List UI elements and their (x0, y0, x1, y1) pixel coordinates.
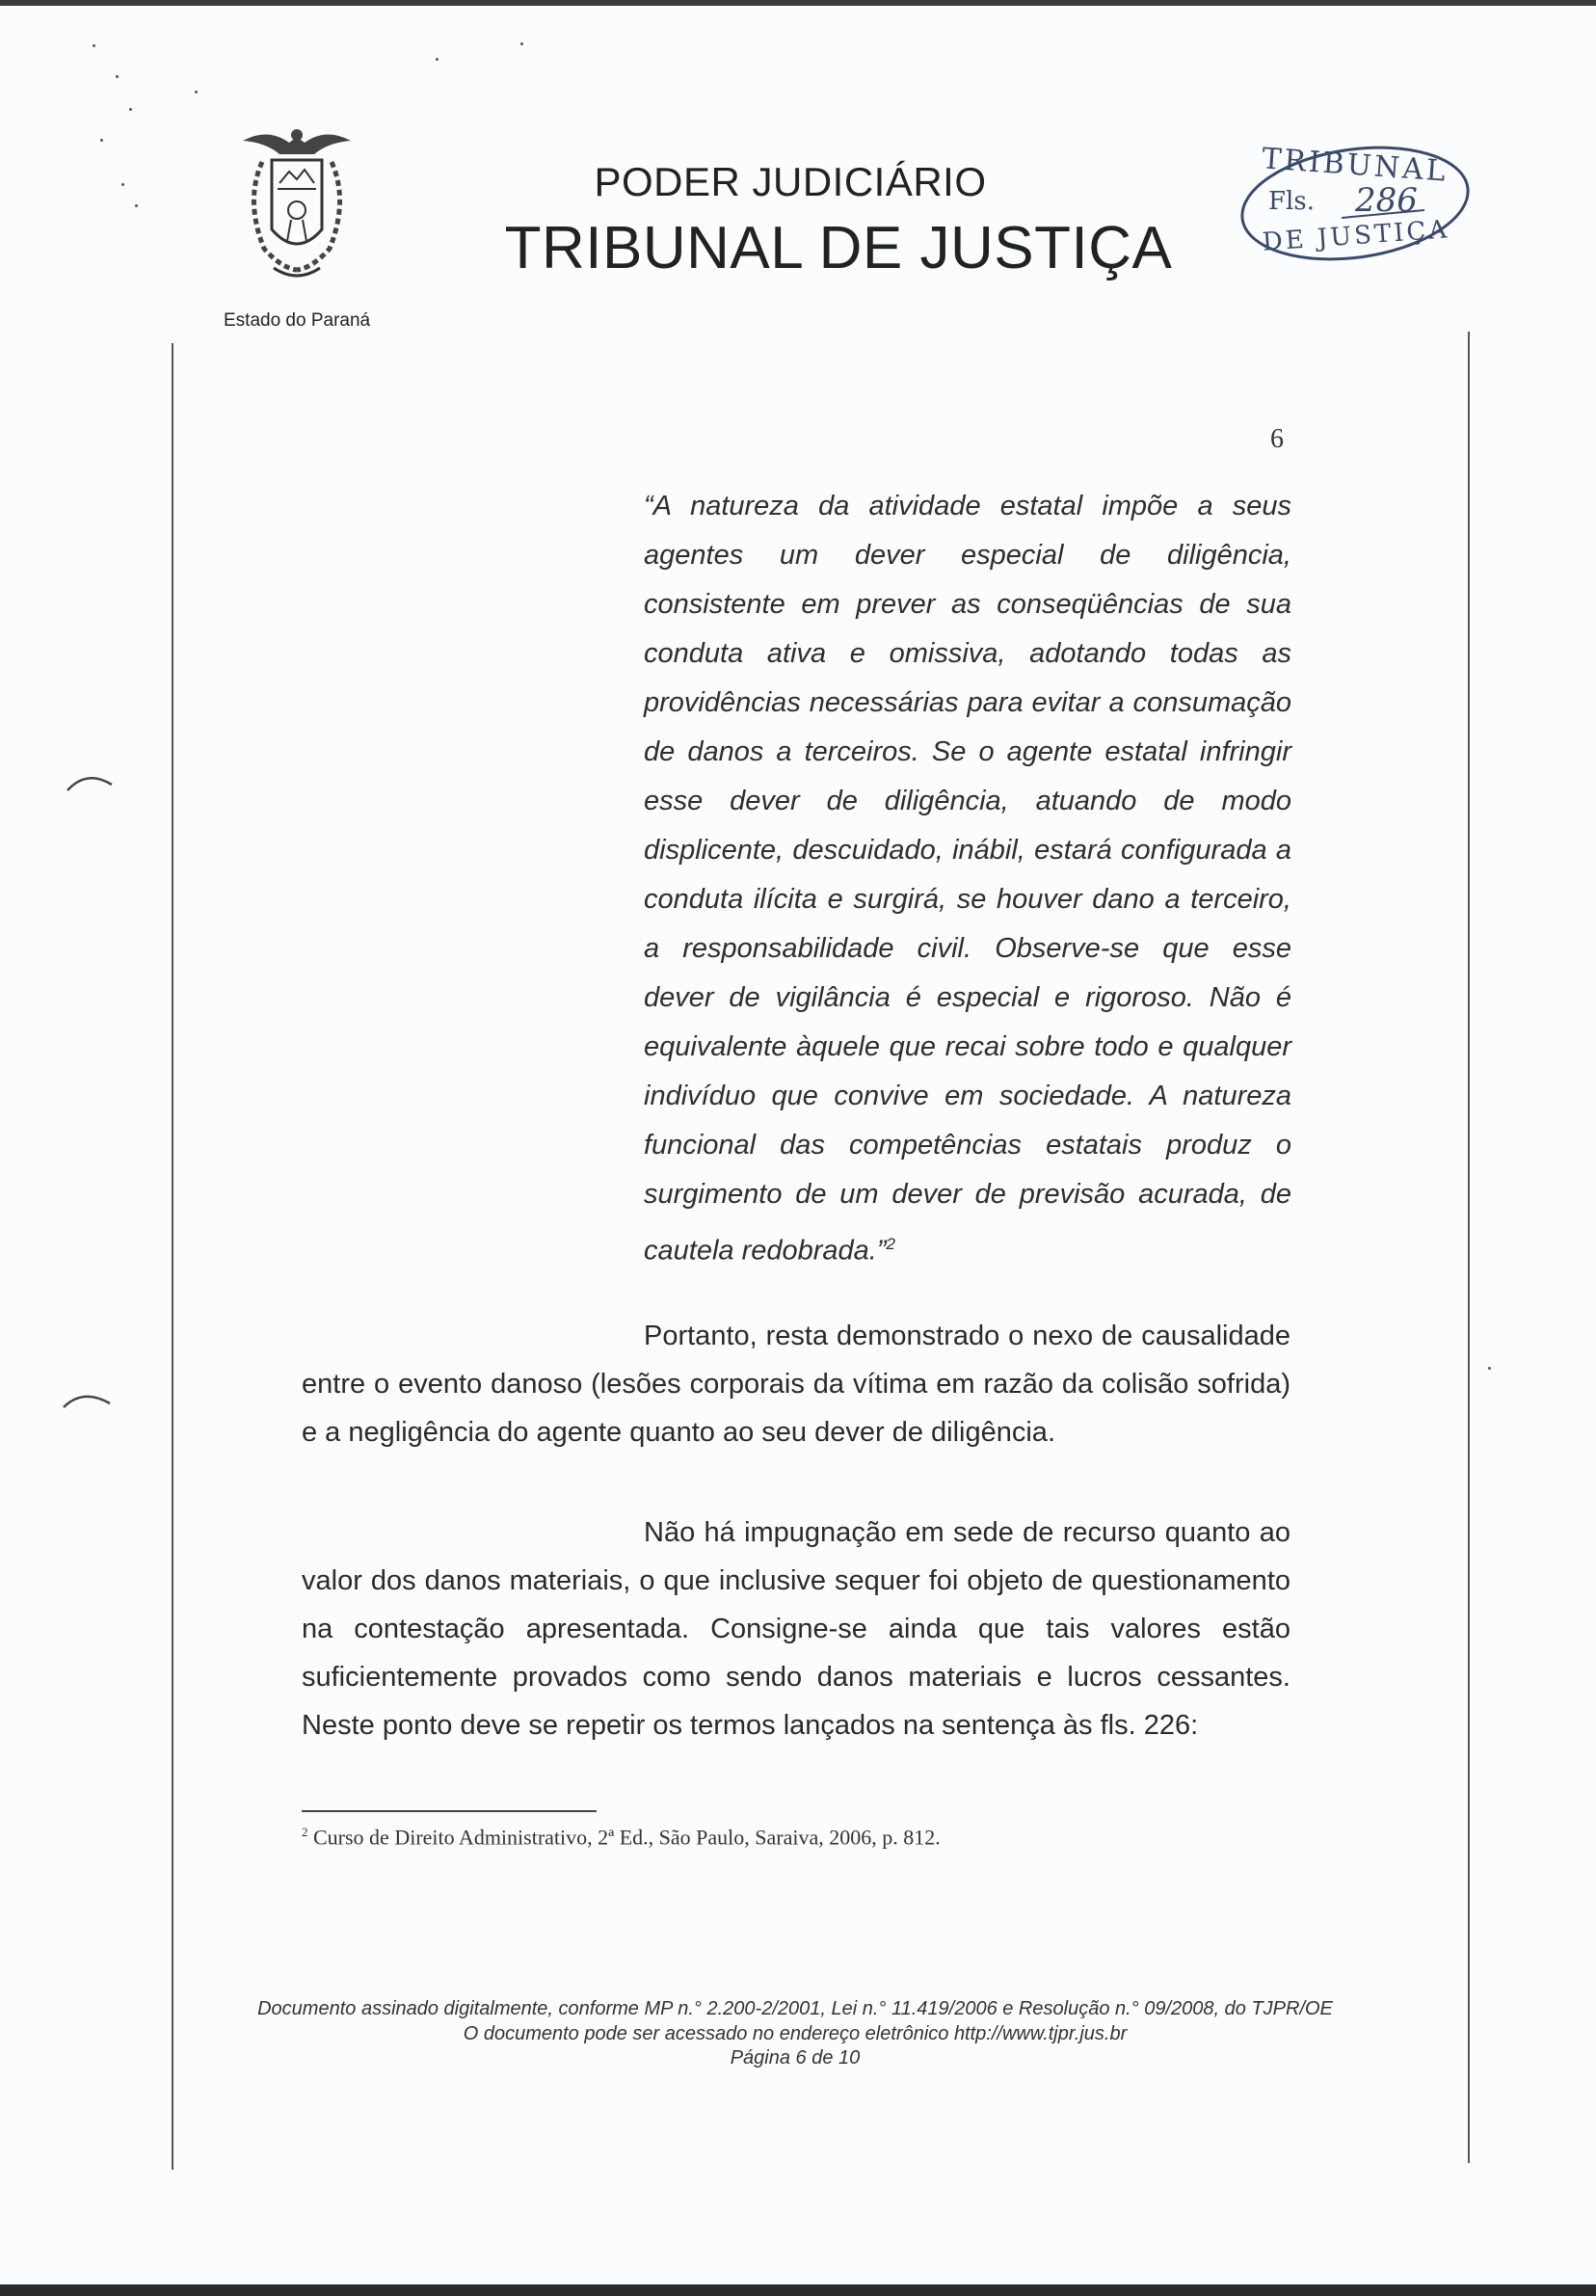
scan-bottom-edge (0, 2284, 1596, 2296)
paragraph (302, 1508, 1290, 1749)
stamp-folio-number: 286 (1355, 181, 1418, 220)
scan-speck (195, 91, 198, 93)
footnote-divider (302, 1810, 597, 1812)
scan-speck (121, 183, 124, 186)
footer-access-note: O documento pode ser acessado no endereço eletrônico http://www.tjpr.jus.br (463, 2023, 1128, 2044)
footnote-number: 2 (302, 1825, 308, 1839)
header-poder-judiciario: PODER JUDICIÁRIO (594, 159, 987, 204)
header-tribunal-de-justica: TRIBUNAL DE JUSTIÇA (504, 215, 1173, 281)
block-quote-text: “A natureza da atividade estatal impõe a seus agentes um dever especial de diligência, consistente em prever as conseqüências de sua conduta ativa e omissiva, adotando todas as providências necessárias para evitar a consumação de danos a terceiros. Se o agente estatal infringir esse dever de diligência, atuando de modo displicente, descuidado, inábil, estará configurada a conduta ilícita e surgirá, se houver dano a terceiro, a responsabilidade civil. Observe-se que esse dever de vigilância é especial e rigoroso. Não é equivalente àquele que recai sobre todo e qualquer indivíduo que convive em sociedade. A natureza funcional das competências estatais produz o surgimento de um dever de previsão acurada, de cautela redobrada.” (644, 491, 1291, 1267)
paragraph-text: Portanto, resta demonstrado o nexo de causalidade entre o evento danoso (lesões corporais da vítima em razão da colisão sofrida) e a negligência do agente quanto ao seu dever de diligência. (302, 1321, 1290, 1448)
paragraph-text: Não há impugnação em sede de recurso quanto ao valor dos danos materiais, o que inclusive sequer foi objeto de questionamento na contestação apresentada. Consigne-se ainda que tais valores estão suficientemente provados como sendo danos materiais e lucros cessantes. Neste ponto deve se repetir os termos lançados na sentença às fls. 226: (302, 1517, 1290, 1741)
right-margin-line (1468, 332, 1470, 2163)
paper-crease-mark (60, 1382, 118, 1421)
stamp-top-text: TRIBUNAL (1261, 142, 1450, 189)
scan-speck (93, 44, 95, 47)
paragraph (302, 1312, 1290, 1456)
scan-speck (436, 58, 439, 61)
block-quote (644, 482, 1291, 1276)
parana-coat-of-arms-icon (235, 123, 359, 287)
scan-speck (1488, 1367, 1491, 1370)
scan-speck (520, 42, 523, 45)
left-margin-line (172, 343, 173, 2170)
footer-signature-note: Documento assinado digitalmente, conforme MP n.° 2.200-2/2001, Lei n.° 11.419/2006 e Resolução n.° 09/2008, do TJPR/OE (257, 1998, 1333, 2019)
stamp-fls-label: Fls. (1268, 187, 1315, 216)
stamp-bottom-text: DE JUSTIÇA (1261, 215, 1451, 257)
scan-speck (116, 75, 119, 78)
scan-speck (100, 139, 103, 142)
footnote-text: Curso de Direito Administrativo, 2ª Ed., São Paulo, Saraiva, 2006, p. 812. (313, 1825, 941, 1850)
tribunal-folio-stamp (1236, 143, 1475, 264)
paper-crease-mark (64, 763, 121, 802)
scan-top-edge (0, 0, 1596, 6)
footer-page-count: Página 6 de 10 (730, 2047, 861, 2069)
scan-speck (135, 204, 138, 207)
footnote-reference: 2 (886, 1235, 895, 1253)
state-label: Estado do Paraná (224, 310, 371, 331)
footnote (302, 1825, 941, 1850)
scan-speck (129, 108, 132, 111)
page-number: 6 (1270, 424, 1284, 454)
